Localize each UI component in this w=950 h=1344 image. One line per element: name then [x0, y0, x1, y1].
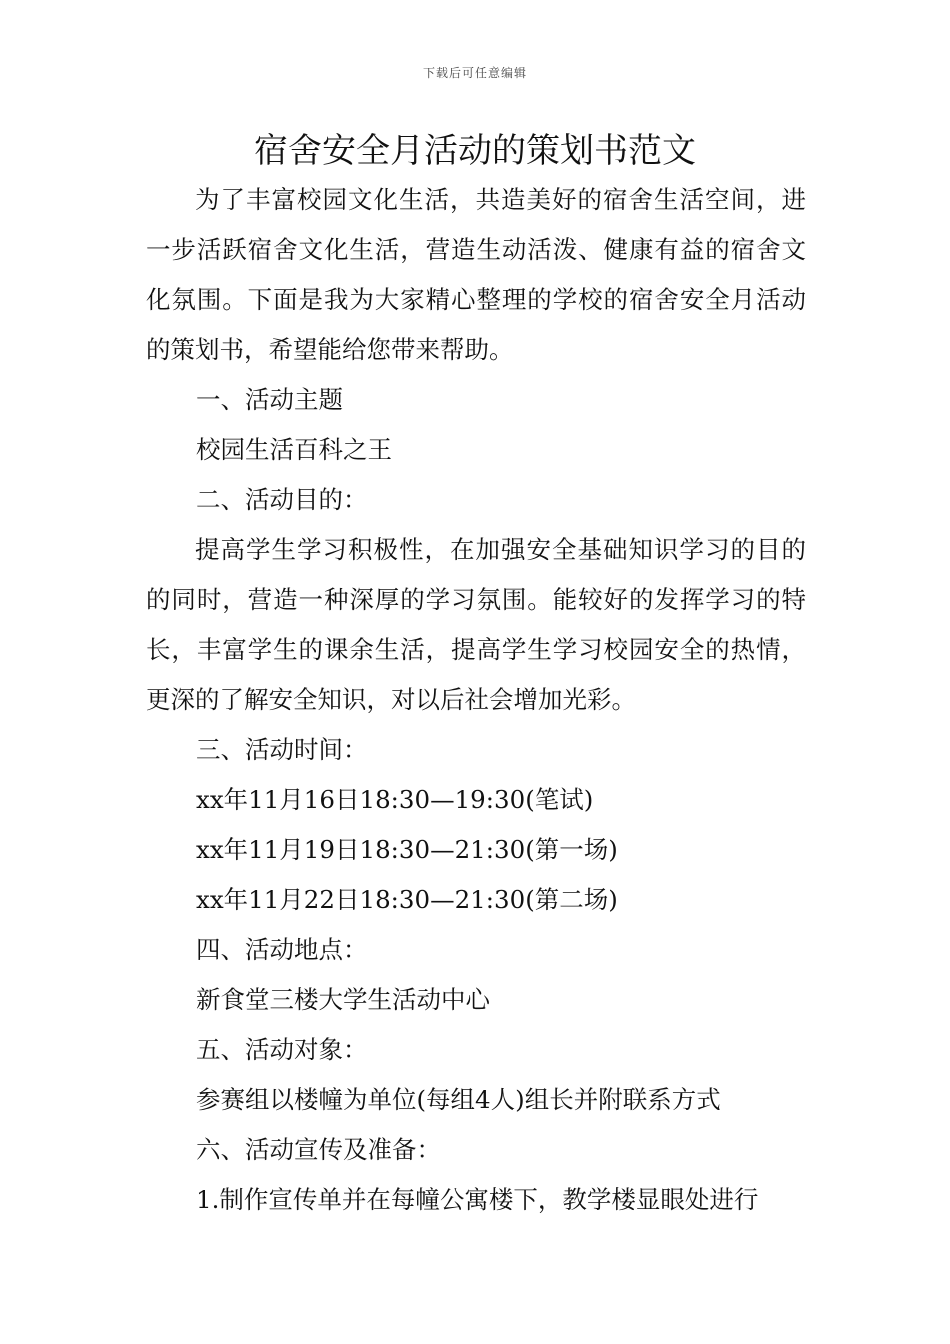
section-2-heading: 二、活动目的： — [196, 485, 368, 514]
section-1-heading: 一、活动主题 — [196, 385, 343, 414]
section-3-heading: 三、活动时间： — [196, 735, 368, 764]
section-4-heading: 四、活动地点： — [196, 935, 368, 964]
schedule-item: xx年11月19日18:30—21:30(第一场) — [196, 835, 618, 864]
section-6-item-1: 1.制作宣传单并在每幢公寓楼下，教学楼显眼处进行 — [196, 1185, 759, 1214]
intro-paragraph: 为了丰富校园文化生活，共造美好的宿舍生活空间，进一步活跃宿舍文化生活，营造生动活泼、健康有益的宿舍文化氛围。下面是我为大家精心整理的学校的宿舍安全月活动的策划书，希望能给您带来帮助。 — [146, 185, 806, 364]
section-4-content: 新食堂三楼大学生活动中心 — [196, 985, 490, 1014]
section-6-heading: 六、活动宣传及准备： — [196, 1135, 441, 1164]
section-1-content: 校园生活百科之王 — [196, 435, 392, 464]
document-title: 宿舍安全月活动的策划书范文 — [254, 131, 696, 171]
schedule-item: xx年11月22日18:30—21:30(第二场) — [196, 885, 618, 914]
header-note: 下载后可任意编辑 — [422, 66, 527, 80]
document-body — [146, 175, 806, 1225]
section-5-content: 参赛组以楼幢为单位(每组4人)组长并附联系方式 — [196, 1085, 721, 1114]
section-2-content: 提高学生学习积极性，在加强安全基础知识学习的目的的同时，营造一种深厚的学习氛围。能较好的发挥学习的特长，丰富学生的课余生活，提高学生学习校园安全的热情，更深的了解安全知识，对以后社会增加光彩。 — [146, 535, 806, 714]
section-5-heading: 五、活动对象： — [196, 1035, 368, 1064]
schedule-item: xx年11月16日18:30—19:30(笔试) — [196, 785, 594, 814]
